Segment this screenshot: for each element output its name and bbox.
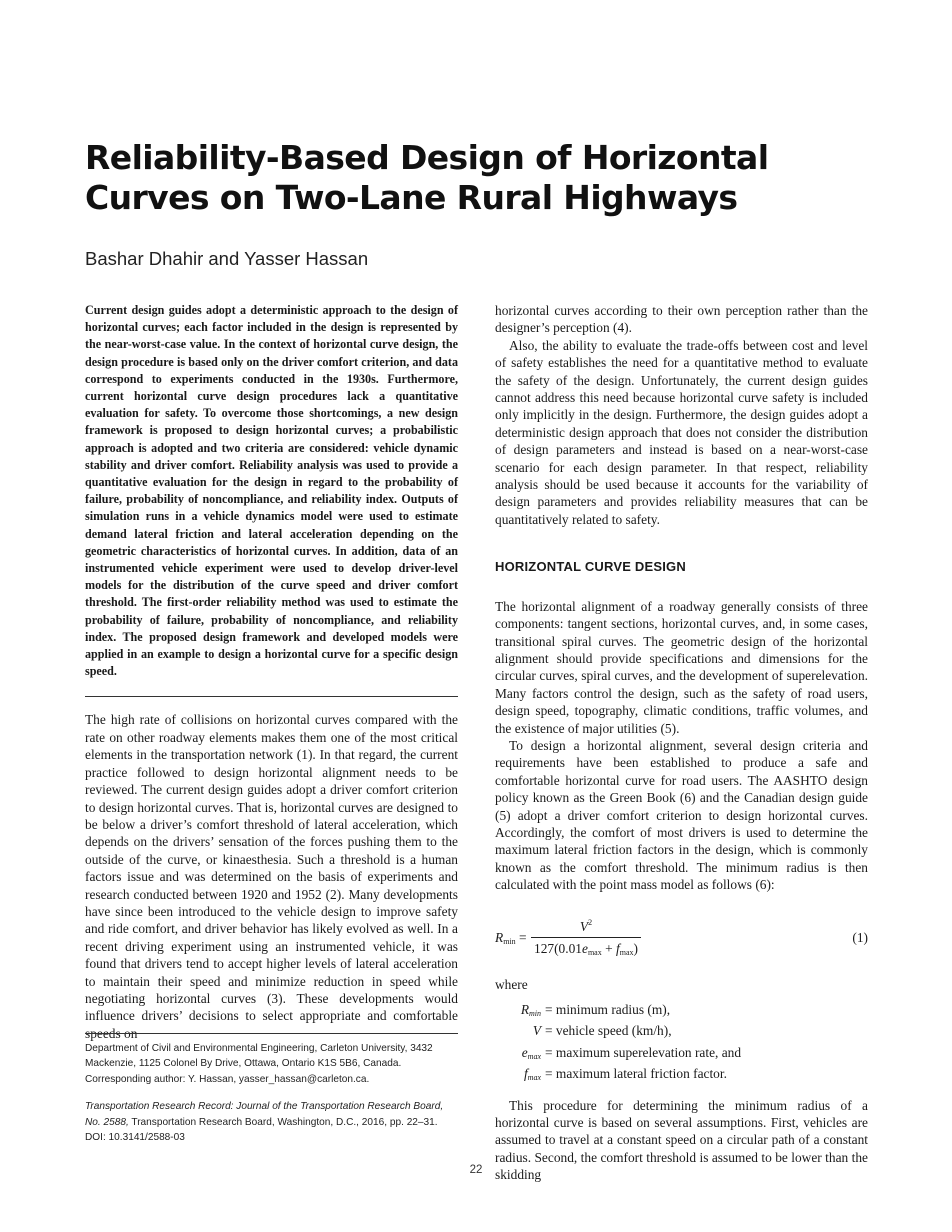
journal-citation <box>85 1099 458 1130</box>
design-criteria-paragraph: To design a horizontal alignment, several design criteria and requirements have been established to produce a safe and comfortable horizontal curve for road users. The AASHTO design policy known as the Green Book (6) and the Canadian design guide (5) adopt a driver comfort criterion to design horizontal curves. Accordingly, the comfort of most drivers is used to determine the maximum lateral friction factors in the design, which is commonly known as the comfort threshold. The minimum radius is then calculated with the point mass model as follows (6): <box>495 737 868 893</box>
page-number: 22 <box>469 1164 483 1176</box>
equation-denominator: $127(0.01e_{max} + f_{max})$ <box>534 941 638 957</box>
definition-item: V = vehicle speed (km/h), <box>532 1023 672 1039</box>
continuation-paragraph: horizontal curves according to their own perception rather than the designer’s perception (4). <box>495 303 868 336</box>
paper-title: Reliability-Based Design of Horizontal Curves on Two-Lane Rural Highways <box>85 138 769 217</box>
affiliation-note: Department of Civil and Environmental Engineering, Carleton University, 3432 Mackenzie, 1125 Colonel By Drive, Ottawa, Ontario K1S 5B6, Canada. Corresponding author: Y. Hassan, yasser_hassan@carleton.ca. <box>85 1043 433 1085</box>
abstract: Current design guides adopt a deterministic approach to the design of horizontal curves; each factor included in the design is represented by the near-worst-case value. In the context of horizontal curve design, the design procedure is based only on the driver comfort criterion, and data correspond to experiments conducted in the 1930s. Furthermore, current horizontal curve design procedures lack a quantitative evaluation for safety. To overcome those shortcomings, a new design framework is proposed to design horizontal curves; a probabilistic approach is adopted and two criteria are considered: vehicle dynamic stability and driver comfort. Reliability analysis was used to provide a quantitative evaluation for the design in regard to the probability of failure, probability of noncompliance, and reliability index. Outputs of simulation runs in a vehicle dynamics model were used to estimate demand lateral friction and lateral acceleration depending on the geometric characteristics of horizontal curves. In addition, data of an instrumented vehicle experiment were used to develop driver-level models for the distribution of the curve speed and driver comfort threshold. The first-order reliability method was used to estimate the probability of failure, probability of noncompliance, and reliability index. The proposed design framework and developed models were applied in an example to design a horizontal curve for a specific design speed. <box>85 303 458 679</box>
equation-lhs: $R_{min}$ = <box>495 929 527 946</box>
equation-numerator: $V^2$ <box>531 914 641 938</box>
where-label: where <box>495 976 528 992</box>
journal-name: Transportation Research Record: Journal of the Transportation Research Board, No. 2588, <box>85 1101 444 1128</box>
alignment-paragraph: The horizontal alignment of a roadway generally consists of three components: tangent sections, horizontal curves, and, in some cases, transitional spiral curves. The geometric design of the horizontal alignment should provide specifications and dimensions for the circular curves, spiral curves, and the development of superelevation. Many factors control the design, such as the safety of road users, design speed, topography, climatic conditions, traffic volumes, and the existence of major utilities (5). <box>495 598 868 736</box>
right-column <box>495 302 868 1184</box>
section-heading: HORIZONTAL CURVE DESIGN <box>495 559 686 575</box>
footnotes <box>85 1033 458 1145</box>
equation-1 <box>495 914 868 964</box>
author-line: Bashar Dhahir and Yasser Hassan <box>85 248 369 269</box>
definition-item: $f_{max}$ = maximum lateral friction factor. <box>523 1066 727 1083</box>
equation-number: (1) <box>852 929 868 945</box>
doi: DOI: 10.3141/2588-03 <box>85 1132 185 1144</box>
intro-paragraph: The high rate of collisions on horizontal curves compared with the rate on other roadway elements makes them one of the most critical elements in the transportation network (1). In that regard, the current practice followed to design horizontal alignment needs to be reviewed. The current design guides adopt a driver comfort criterion to design horizontal curves. That is, horizontal curves are designed to be below a driver’s comfort threshold of lateral acceleration, which depends on the drivers’ sensation of the forces pushing them to the outside of the curve, or kinaesthesia. Such a threshold is a human factors issue and was determined on the basis of experiments and research conducted between 1920 and 1952 (2). Many developments have since been introduced to the vehicle design to improve safety and ride comfort, and driver behavior has likely evolved as well. In a recent driving experiment using an instrumented vehicle, it was found that drivers tend to accept higher levels of lateral acceleration to maintain their speed and minimize reduction in speed while negotiating horizontal curves (3). These developments would influence drivers’ decisions to select appropriate and comfortable speeds on <box>85 712 458 1041</box>
left-column <box>85 302 458 1042</box>
journal-details: Transportation Research Board, Washington, D.C., 2016, pp. 22–31. <box>128 1116 438 1128</box>
variable-definitions <box>495 1001 868 1087</box>
safety-paragraph: Also, the ability to evaluate the trade-offs between cost and level of safety establishes the need for a quantitative method to evaluate the safety of the design. Unfortunately, the current design guides cannot address this need because horizontal curve safety is included only implicitly in the design. Furthermore, the design guides adopt a deterministic design approach that does not consider the distribution of design parameters and instead is based on a near-worst-case scenario for each design parameter. In that respect, reliability analysis should be used because it accounts for the variability of design parameters and provides reliability measures that can be quantitatively related to safety. <box>495 337 868 527</box>
abstract-divider <box>85 696 458 697</box>
assumptions-paragraph: This procedure for determining the minimum radius of a horizontal curve is based on several assumptions. First, vehicles are assumed to travel at a constant speed on a circular path of a constant radius. Second, the comfort threshold is assumed to be lower than the skidding <box>495 1097 868 1183</box>
equation-fraction <box>531 914 641 962</box>
definition-item: $e_{max}$ = maximum superelevation rate, and <box>521 1044 742 1061</box>
definition-item: $R_{min}$ = minimum radius (m), <box>520 1002 671 1018</box>
